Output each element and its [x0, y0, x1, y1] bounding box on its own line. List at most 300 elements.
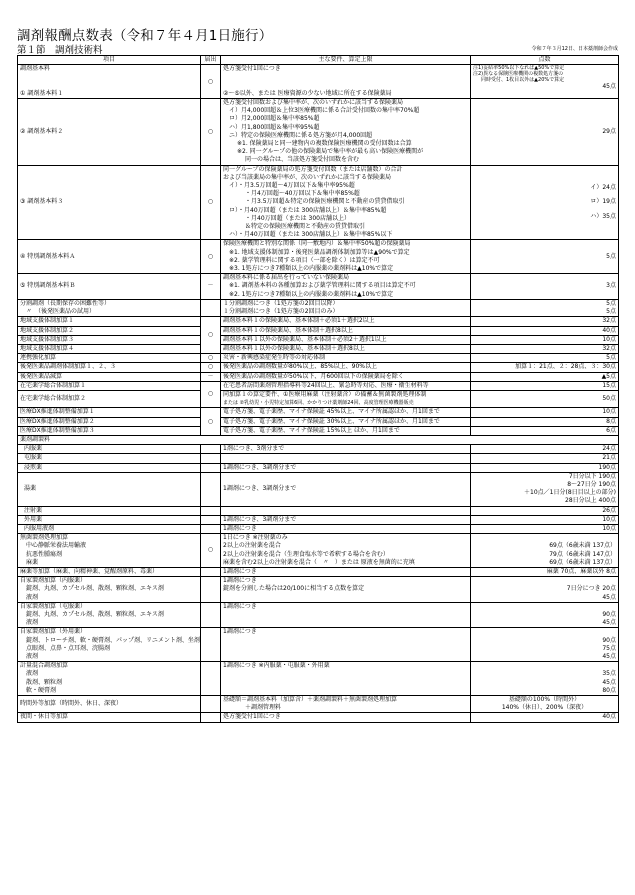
requirement-cell-line: ・月4万回超～40万回以下＆集中率85%超: [245, 190, 360, 198]
points-cell-line: 90点: [602, 611, 616, 618]
item-cell: [18, 335, 201, 344]
requirement-cell-line: 麻薬を含む2以上の注射薬を混合（ 〃 ）または 原液を無菌的に充填: [223, 558, 415, 566]
flag-cell: [201, 381, 221, 408]
requirement-cell-line: 在宅患者訪問薬剤管理指導料等24回以上、緊急時等対応、医療・衛生材料等: [223, 381, 429, 389]
item-cell-line: 地域支援体制加算１: [20, 317, 75, 325]
table-row: [18, 408, 619, 417]
points-cell-line: 69点（6歳未満 137点）: [549, 558, 616, 566]
table-row: [18, 463, 619, 472]
item-cell-line: 湯薬: [24, 485, 37, 493]
points-cell-line: 3点: [606, 282, 616, 290]
requirement-cell-line: イ）月4,000回超＆上位3医療機関に係る合計受付回数の集中率70%超: [229, 107, 420, 115]
points-cell-line: 10点: [602, 524, 616, 532]
requirement-cell-line: 錠剤を分割した場合は20/100に相当する点数を算定: [223, 585, 365, 593]
requirement-cell: [221, 534, 471, 568]
table-body: [18, 65, 619, 722]
requirement-cell-line: ※1. 保険薬局と同一建物内の複数保険医療機関の受付回数は合算: [237, 140, 412, 148]
table-row: [18, 65, 619, 99]
item-cell: [18, 408, 201, 417]
item-cell: [18, 524, 201, 533]
flag-cell: [201, 372, 221, 381]
item-cell-line: 自家製剤加算（屯服薬）: [20, 602, 87, 610]
item-cell-line: 液剤: [26, 619, 39, 627]
points-cell: [471, 381, 619, 390]
requirement-cell: [221, 240, 471, 274]
requirement-cell: [221, 577, 471, 603]
points-cell: [471, 662, 619, 696]
requirement-cell: [221, 567, 471, 576]
table-header-row: [18, 56, 619, 65]
item-cell-line: 〃 （後発医薬品の試用）: [26, 308, 96, 316]
points-cell-line: 140%（休日）、200%（深夜）: [501, 704, 588, 712]
requirement-cell: [221, 506, 471, 515]
requirement-cell-line: イ）・月3.5万回超～4万回以下＆集中率95%超: [229, 182, 355, 190]
table-row: [18, 299, 619, 316]
flag-cell-line: [203, 713, 218, 721]
requirement-cell-line: ロ）・月40万回超（または 300店舗以上）＆集中率85%超: [229, 206, 387, 214]
points-cell: [471, 317, 619, 326]
item-cell-line: 連携強化加算: [20, 354, 57, 362]
requirement-cell: [221, 472, 471, 506]
requirement-cell: [221, 445, 471, 454]
flag-cell: [201, 299, 221, 316]
table-row: [18, 372, 619, 381]
points-cell-line: 7日分以下 190点: [568, 472, 616, 480]
item-cell-line: 在宅薬学総合体制加算１: [20, 381, 87, 389]
item-cell: [18, 534, 201, 568]
flag-cell: [201, 506, 221, 515]
points-cell-line: 45点: [602, 653, 616, 661]
requirement-cell: [221, 99, 471, 166]
points-cell: [471, 713, 619, 722]
item-cell-line: 夜間・休日等加算: [20, 713, 69, 721]
item-cell: [18, 390, 201, 407]
item-cell-line: 錠剤、トローチ剤、軟・硬膏剤、パップ剤、リニメント剤、坐剤: [26, 636, 200, 644]
points-cell: [471, 65, 619, 99]
flag-cell: [201, 99, 221, 166]
item-cell-line: 自家製剤加算（外用薬）: [20, 628, 87, 636]
item-cell: [18, 454, 201, 463]
points-cell: [471, 463, 619, 472]
points-cell-line: 麻薬 70点、麻薬以外 8点: [546, 567, 616, 575]
points-cell: [471, 299, 619, 316]
item-cell-line: 時間外等加算（時間外、休日、深夜）: [20, 700, 123, 708]
points-cell: [471, 577, 619, 603]
requirement-cell: [221, 602, 471, 628]
item-cell-line: 注射薬: [24, 506, 43, 514]
points-cell-line: 5点: [606, 354, 616, 362]
item-cell: [18, 426, 201, 435]
flag-cell: [201, 662, 221, 696]
section-title: 第１節 調剤技術料: [17, 45, 103, 56]
points-cell-line: 45点: [602, 619, 616, 627]
item-cell-line: 在宅薬学総合体制加算２: [20, 395, 87, 403]
requirement-cell-line: 災害・新興感染症発生時等の対応体制: [223, 354, 326, 362]
table-row: [18, 240, 619, 274]
requirement-cell-line: 後発医薬品の調剤数量が80%以上、85%以上、90%以上: [223, 363, 378, 371]
item-cell-line: 液剤: [26, 670, 39, 678]
flag-cell: [201, 317, 221, 354]
requirement-cell-line: 1剤につき、3剤分まで: [223, 445, 285, 453]
flag-cell-line: －: [207, 282, 214, 290]
points-cell: [471, 567, 619, 576]
table-row: [18, 165, 619, 240]
item-cell: [18, 662, 201, 696]
flag-cell: [201, 567, 221, 576]
requirement-cell: [221, 696, 471, 713]
item-cell-line: 麻薬: [26, 558, 39, 566]
points-cell: [471, 454, 619, 463]
item-cell: [18, 165, 201, 240]
item-cell: [18, 65, 201, 99]
item-cell: [18, 713, 201, 722]
flag-cell: [201, 577, 221, 603]
requirement-cell-line: 基礎額＝調剤基本料（加算含）＋薬剤調製料＋無菌製剤処理加算: [223, 696, 398, 704]
requirement-cell-line: ハ）月1,800回超＆集中率95%超: [229, 123, 320, 131]
points-cell: [471, 335, 619, 344]
points-cell-line: 10点: [602, 335, 616, 343]
table-row: [18, 317, 619, 326]
requirement-cell-line: 1日につき ※注射薬のみ: [223, 534, 288, 542]
points-cell: [471, 344, 619, 353]
requirement-cell-line: 2以上の注射薬を混合: [223, 542, 281, 550]
table-row: [18, 524, 619, 533]
requirement-cell-line: 処方箋受付1回につき: [223, 65, 281, 73]
item-cell-line: ⑤ 特別調剤基本料Ｂ: [20, 282, 76, 290]
requirement-cell-line: ②～⑤以外、または 医療資源の少ない地域に所在する保険薬局: [223, 89, 392, 97]
points-cell-line: 5点: [606, 252, 616, 260]
requirement-cell-line: 保険医療機関と特別な関係（同一敷地内）＆集中率50%超の保険薬局: [223, 240, 411, 248]
points-cell-line: 6点: [606, 426, 616, 434]
flag-cell-line: ○: [207, 354, 214, 362]
flag-cell-line: [203, 585, 218, 593]
requirement-cell: [221, 354, 471, 363]
flag-cell: [201, 65, 221, 99]
requirement-cell-line: 1調剤につき、3調剤分まで: [223, 485, 297, 493]
requirement-cell: [221, 628, 471, 662]
item-cell-line: ② 調剤基本料２: [20, 127, 64, 135]
flag-cell-line: [203, 464, 218, 472]
flag-cell: [201, 515, 221, 524]
points-cell: [471, 165, 619, 240]
points-cell-line: 80点: [602, 686, 616, 694]
flag-cell-line: －: [207, 372, 214, 380]
header-points: 点数: [471, 56, 619, 65]
requirement-cell-line: ※2. 薬学管理料に関する項目（一部を除く）は算定不可: [229, 256, 380, 264]
table-row: [18, 381, 619, 390]
item-cell-line: 浸煎薬: [24, 463, 43, 471]
requirement-cell-line: 1調剤につき、3調剤分まで: [223, 515, 297, 523]
table-row: [18, 602, 619, 628]
requirement-cell: [221, 381, 471, 390]
item-cell: [18, 602, 201, 628]
item-cell-line: ④ 特別調剤基本料Ａ: [20, 252, 76, 260]
points-cell-line: 45点: [602, 83, 616, 91]
flag-cell: [201, 463, 221, 472]
flag-cell-line: [203, 641, 218, 649]
points-cell-line: [473, 603, 616, 611]
flag-cell-line: [203, 525, 218, 533]
points-cell-line: 69点（6歳未満 137点）: [549, 542, 616, 550]
item-cell-line: 分割調剤（長期保存の困難性等）: [20, 299, 111, 307]
flag-cell: [201, 713, 221, 722]
points-cell-line: 注1)妥結率50%以下なれば▲50%で算定: [473, 65, 565, 72]
points-cell: [471, 363, 619, 372]
requirement-cell: [221, 662, 471, 696]
requirement-cell-line: および当該薬局の集中率が、次のいずれかに該当する保険薬局: [223, 173, 392, 181]
item-cell-line: [20, 73, 198, 81]
item-cell-line: 地域支援体制加算３: [20, 335, 75, 343]
table-row: [18, 335, 619, 344]
header-flag: 届出: [201, 56, 221, 65]
flag-cell-line: ○: [207, 127, 214, 135]
points-cell-line: 同時受付、1枚目以外は▲20%で算定: [481, 77, 565, 84]
requirement-cell-line: 1調剤につき: [223, 602, 257, 610]
flag-cell: [201, 165, 221, 240]
requirement-cell-line: 後発医薬品の調剤数量が50%以下、月600回以下の保険薬局を除く: [223, 372, 404, 380]
points-cell-line: 32点: [602, 317, 616, 325]
requirement-cell-line: ※2. 1処方につき7種類以上の内服薬の薬剤料は▲10%で算定: [229, 290, 394, 298]
requirement-cell-line: 同加算１の算定要件、①医療用麻薬（注射薬含）の備蓄＆無菌製剤処理体制: [223, 390, 427, 398]
points-cell: [471, 426, 619, 435]
item-cell: [18, 628, 201, 662]
points-cell-line: 加算１：21点、２：28点、３：30点: [515, 363, 616, 371]
table-row: [18, 454, 619, 463]
flag-cell: [201, 454, 221, 463]
item-cell-line: 散剤、顆粒剤: [26, 678, 63, 686]
requirement-cell: [221, 524, 471, 533]
flag-cell: [201, 534, 221, 568]
item-cell-line: 錠剤、丸剤、カプセル剤、散剤、顆粒剤、エキス剤: [26, 585, 164, 593]
item-cell-line: 後発医薬品減算: [20, 372, 63, 380]
item-cell-line: 内服用液剤: [24, 524, 55, 532]
flag-cell-line: ○: [207, 390, 214, 398]
points-cell-line: 32点: [602, 344, 616, 352]
section-header-cell-line: 薬剤調製料: [20, 435, 51, 443]
table-row: [18, 577, 619, 603]
requirement-cell: [221, 335, 471, 344]
item-cell: [18, 274, 201, 300]
table-row: [18, 426, 619, 435]
requirement-cell-line: ＋調剤管理料: [245, 704, 282, 712]
points-cell: [471, 99, 619, 166]
requirement-cell-line: 1調剤につき: [223, 524, 257, 532]
points-cell-line: 5点: [606, 299, 616, 307]
item-cell: [18, 506, 201, 515]
item-cell: [18, 354, 201, 363]
item-cell-line: 地域支援体制加算２: [20, 326, 75, 334]
points-cell-line: 8点: [606, 417, 616, 425]
requirement-cell: [221, 372, 471, 381]
flag-cell-line: ○: [207, 417, 214, 425]
requirement-cell: [221, 299, 471, 316]
requirement-cell: [221, 363, 471, 372]
requirement-cell-line: 1調剤につき ※内服薬・屯服薬・外用薬: [223, 662, 330, 670]
requirement-cell-line: ※1. 調剤基本料の各種加算および薬学管理料に関する項目は算定不可: [229, 282, 416, 290]
points-cell-line: 26点: [602, 506, 616, 514]
table-row: [18, 390, 619, 407]
flag-cell-line: [203, 304, 218, 312]
item-cell: [18, 99, 201, 166]
item-cell-line: 医療DX推進体制整備加算１: [20, 408, 95, 416]
requirement-cell: [221, 326, 471, 335]
flag-cell: [201, 628, 221, 662]
requirement-cell: [221, 274, 471, 300]
flag-cell-line: ○: [207, 252, 214, 260]
points-cell-line: [473, 628, 616, 636]
flag-cell-line: ○: [207, 546, 214, 554]
points-cell-line: 79点（6歳未満 147点）: [549, 550, 616, 558]
requirement-cell: [221, 390, 471, 407]
item-cell: [18, 363, 201, 372]
points-cell-line: 75点: [602, 644, 616, 652]
points-cell-line: 90点: [602, 636, 616, 644]
requirement-cell-line: 調剤基本料１以外の保険薬局、基本体制＋選択8以上: [223, 344, 365, 352]
requirement-cell-line: 調剤基本料１の保険薬局、基本体制＋選択8以上: [223, 326, 353, 334]
table-row: [18, 326, 619, 335]
flag-cell-line: [203, 700, 218, 708]
table-row: [18, 506, 619, 515]
points-cell: [471, 354, 619, 363]
flag-cell-line: [203, 568, 218, 576]
item-cell: [18, 417, 201, 426]
points-cell: [471, 274, 619, 300]
points-cell-line: イ）24点: [590, 184, 616, 192]
flag-cell-line: [203, 611, 218, 619]
requirement-cell-line: [223, 73, 468, 81]
flag-cell: [201, 363, 221, 372]
points-cell-line: 21点: [602, 454, 616, 462]
points-cell-line: 50点: [602, 395, 616, 403]
points-cell-line: 10点: [602, 515, 616, 523]
requirement-cell: [221, 408, 471, 417]
flag-cell-line: [203, 445, 218, 453]
points-cell-line: 40点: [602, 713, 616, 721]
requirement-cell: [221, 713, 471, 722]
points-cell: [471, 524, 619, 533]
points-cell-line: 190点: [598, 463, 616, 471]
points-cell-line: ロ）19点: [590, 198, 616, 206]
item-cell: [18, 381, 201, 390]
item-cell: [18, 372, 201, 381]
flag-cell: [201, 602, 221, 628]
table-row: [18, 472, 619, 506]
requirement-cell-line: 電子処方箋、電子薬歴、マイナ保険証 30%以上、マイナ所属認ほか、月1回まで: [223, 417, 440, 425]
points-cell: [471, 696, 619, 713]
points-cell-line: ハ）35点: [590, 212, 616, 220]
points-cell-line: 10点: [602, 408, 616, 416]
points-cell: [471, 506, 619, 515]
author-note: 令和７年３月12日、日本薬剤師会作成: [531, 46, 618, 52]
fee-table: [17, 55, 619, 723]
table-row: [18, 515, 619, 524]
points-cell: [471, 390, 619, 407]
requirement-cell-line: 調剤基本料に係る届出を行っていない保険薬局: [223, 274, 350, 282]
header-item: 項目: [18, 56, 201, 65]
table-row: [18, 445, 619, 454]
header-requirements: 主な要件、算定上限: [221, 56, 471, 65]
requirement-cell-line: [223, 82, 468, 90]
flag-cell: [201, 408, 221, 436]
requirement-cell-line: 1調剤につき: [223, 628, 257, 636]
section-header-cell: [18, 435, 619, 444]
requirement-cell-line: または ②乳幼児・小児特定加算6回、かかりつけ薬剤師24回、高度管理医療機器販売: [223, 400, 414, 407]
item-cell: [18, 515, 201, 524]
table-row: [18, 662, 619, 696]
points-cell: [471, 408, 619, 417]
requirement-cell-line: 電子処方箋、電子薬歴、マイナ保険証 15%以上 ほか、月1回まで: [223, 426, 400, 434]
requirement-cell-line: [223, 454, 468, 462]
item-cell: [18, 317, 201, 326]
points-cell-line: 8～27日分 190点: [567, 480, 616, 488]
requirement-cell-line: 調剤基本料１の保険薬局、基本体制＋必須1＋選択2以上: [223, 317, 375, 325]
item-cell: [18, 299, 201, 316]
requirement-cell-line: ニ）特定の保険医療機関に係る処方箋が月4,000回超: [229, 131, 373, 139]
requirement-cell-line: 1調剤につき: [223, 577, 257, 585]
requirement-cell-line: 1調剤につき: [223, 567, 257, 575]
requirement-cell-line: 2以上の注射薬を混合（生理食塩水等で希釈する場合を含む）: [223, 550, 389, 558]
item-cell-line: 液剤: [26, 653, 39, 661]
points-cell: [471, 372, 619, 381]
points-cell-line: 45点: [602, 678, 616, 686]
item-cell: [18, 577, 201, 603]
points-cell: [471, 515, 619, 524]
points-cell: [471, 445, 619, 454]
table-row: [18, 363, 619, 372]
flag-cell-line: [203, 516, 218, 524]
points-cell-line: 40点: [602, 326, 616, 334]
points-cell-line: [473, 662, 616, 670]
points-cell-line: 基礎額の100%（時間外）: [508, 696, 581, 704]
item-cell-line: 屯服薬: [24, 454, 43, 462]
flag-cell: [201, 274, 221, 300]
requirement-cell-line: ロ）月2,000回超＆集中率85%超: [229, 115, 320, 123]
item-cell-line: ③ 調剤基本料３: [20, 198, 64, 206]
item-cell-line: 液剤: [26, 593, 39, 601]
requirement-cell-line: 調剤基本料１以外の保険薬局、基本体制＋必須2＋選択1以上: [223, 335, 387, 343]
requirement-cell-line: ※2. 同一グループの他の保険薬局で集中率が最も高い保険医療機関が: [237, 148, 424, 156]
flag-cell: [201, 524, 221, 533]
requirement-cell-line: ※1. 地域支援体制加算・後発医薬品調剤体制加算等は▲90%で算定: [229, 248, 410, 256]
flag-cell: [201, 354, 221, 363]
points-cell-line: ▲5点: [601, 372, 616, 380]
flag-cell-line: ○: [207, 77, 214, 85]
item-cell-line: [20, 82, 198, 90]
flag-cell-line: [203, 454, 218, 462]
requirement-cell-line: [223, 507, 468, 515]
item-cell-line: 点眼剤、点鼻・点耳剤、浣腸剤: [26, 644, 111, 652]
points-cell-line: 35点: [602, 670, 616, 678]
table-row: [18, 567, 619, 576]
item-cell-line: 調剤基本料: [20, 65, 51, 73]
item-cell-line: 軟・硬膏剤: [26, 686, 57, 694]
item-cell-line: 中心静脈栄養法用輸液: [26, 542, 87, 550]
flag-cell-line: [203, 675, 218, 683]
requirement-cell: [221, 165, 471, 240]
item-cell: [18, 445, 201, 454]
points-cell: [471, 472, 619, 506]
item-cell: [18, 472, 201, 506]
item-cell-line: 自家製剤加算（内服薬）: [20, 577, 87, 585]
requirement-cell: [221, 454, 471, 463]
table-row: [18, 628, 619, 662]
item-cell-line: 無菌製剤処理加算: [20, 534, 69, 542]
page-title: 調剤報酬点数表（令和７年４月1日施行）: [17, 28, 273, 44]
flag-cell-line: [203, 507, 218, 515]
item-cell-line: 後発医薬品調剤体制加算１、２、３: [20, 363, 117, 371]
flag-cell-line: [203, 485, 218, 493]
points-cell: [471, 240, 619, 274]
